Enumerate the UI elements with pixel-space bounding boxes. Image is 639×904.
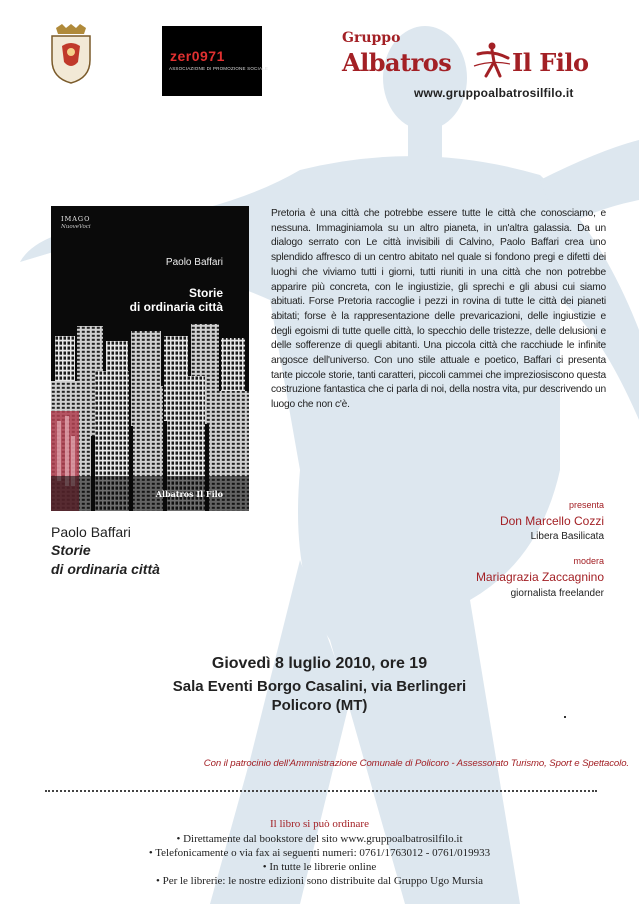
dotted-divider — [45, 790, 597, 792]
book-title-line2: di ordinaria città — [51, 561, 160, 577]
presenter-org: Libera Basilicata — [530, 531, 604, 542]
event-date: Giovedì 8 luglio 2010, ore 19 — [211, 655, 428, 672]
book-description: Pretoria è una città che potrebbe essere tutte le città che conosciamo, e nessuna. Immaginiamola su un altro pianeta, in un'altra galassia. Da un dialogo serrato con Le città invisibili di Calvino, Paolo Baffari crea uno splendido affresco di un centro abitato nel quale si fondono pregi e difetti dei luoghi che viviamo tutti i giorni, tutti riuniti in una città che non potrebbe apparire più concreta, con le ingiustizie, gli sprechi e gli abusi cui siamo abituati. Forse Pretoria raccoglie i pezzi in rovina di tutte le città dei pianeti abitati; forse è la rappresentazione delle prevaricazioni, delle ingiustizie e degli egoismi di tutte quelle città, lo specchio delle tristezze, delle delusioni e delle sofferenze di quegli abitanti. Una piccola città che racchiude le infinite angosce dell'universo. Con uno stile attuale e poetico, Baffari ci presenta tante piccole storie, tanti caratteri, piccoli cammei che impreziosiscono questa costruzione fantastica che ci parla di noi, della nostra vita, pur descrivendo un luogo che non c'è. — [271, 208, 606, 411]
cover-title-line1: Storie — [188, 286, 223, 300]
moderator-name: Mariagrazia Zaccagnino — [475, 570, 604, 584]
event-city: Policoro (MT) — [271, 697, 368, 714]
book-cover — [51, 206, 249, 511]
cover-author: Paolo Baffari — [165, 257, 223, 268]
presenta-label: presenta — [568, 500, 604, 510]
order-info-item: • Telefonicamente o via fax ai seguenti numeri: 0761/1763012 - 0761/019933 — [148, 847, 491, 859]
cover-collection: NuoveVoci — [61, 224, 91, 230]
book-author: Paolo Baffari — [51, 524, 131, 540]
brand-gruppo: Gruppo — [342, 30, 401, 46]
cover-series: IMAGO — [61, 215, 91, 223]
zero0971-logo — [162, 26, 269, 96]
brand-url[interactable]: www.gruppoalbatrosilfilo.it — [414, 86, 574, 100]
order-info-title: Il libro si può ordinare — [270, 818, 369, 830]
albatros-brand — [342, 28, 612, 108]
brand-il-filo: Il Filo — [512, 48, 589, 77]
zero0971-logo-text: zer0971 — [170, 48, 225, 64]
brand-albatros: Albatros — [342, 48, 452, 77]
albatros-figure-icon — [472, 40, 512, 80]
event-venue: Sala Eventi Borgo Casalini, via Berlingeri — [172, 678, 467, 695]
cover-publisher: Albatros Il Filo — [155, 489, 223, 499]
patrocinio-note: Con il patrocinio dell'Ammnistrazione Comunale di Policoro - Assessorato Turismo, Sport e Spettacolo. — [203, 758, 629, 769]
zero0971-logo-subtitle: ASSOCIAZIONE DI PROMOZIONE SOCIALE — [169, 66, 269, 71]
order-info-item: • Direttamente dal bookstore del sito www.gruppoalbatrosilfilo.it — [176, 833, 463, 845]
cover-title-line2: di ordinaria città — [129, 300, 223, 314]
cover-buildings — [51, 206, 249, 511]
book-title-line1: Storie — [51, 542, 91, 558]
coat-of-arms-icon — [48, 24, 94, 84]
order-info-item: • In tutte le librerie online — [262, 861, 377, 873]
order-info-item: • Per le librerie: le nostre edizioni sono distribuite dal Gruppo Ugo Mursia — [155, 875, 484, 887]
modera-label: modera — [573, 556, 604, 566]
presenter-name: Don Marcello Cozzi — [499, 514, 604, 528]
moderator-role: giornalista freelander — [510, 588, 604, 599]
stray-dot — [564, 716, 566, 718]
